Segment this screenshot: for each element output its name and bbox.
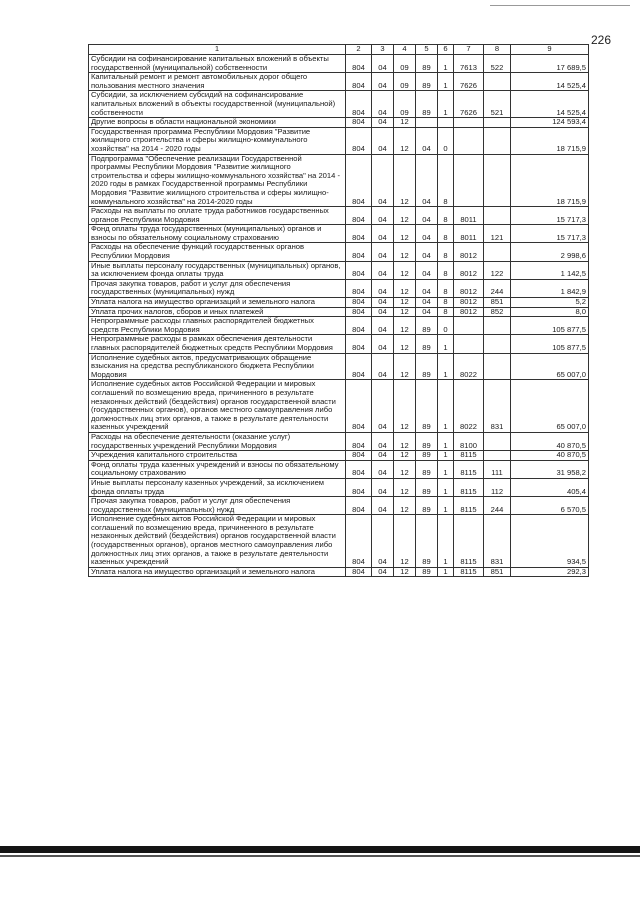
row-code-cell-5: 89	[416, 73, 438, 91]
table-row	[89, 127, 589, 154]
col-header-3: 3	[372, 45, 394, 55]
row-name-cell: Уплата налога на имущество организаций и земельного налога	[89, 298, 346, 308]
row-code-cell-2: 804	[346, 127, 372, 154]
row-code-cell-8	[484, 353, 511, 380]
table-row	[89, 335, 589, 353]
row-code-cell-6: 8	[438, 243, 454, 261]
row-code-cell-9: 14 525,4	[511, 73, 589, 91]
row-code-cell-4: 12	[394, 478, 416, 496]
row-code-cell-4: 09	[394, 55, 416, 73]
table-row	[89, 460, 589, 478]
col-header-6: 6	[438, 45, 454, 55]
row-name-cell: Непрограммные расходы в рамках обеспечения деятельности главных распорядителей бюджетных средств Республики Мордовия	[89, 335, 346, 353]
row-code-cell-6: 0	[438, 127, 454, 154]
row-name-cell: Исполнение судебных актов, предусматривающих обращение взыскания на средства республиканского бюджета Республики Мордовия	[89, 353, 346, 380]
row-code-cell-2: 804	[346, 279, 372, 297]
row-code-cell-6: 1	[438, 353, 454, 380]
row-code-cell-8: 122	[484, 261, 511, 279]
row-code-cell-3: 04	[372, 460, 394, 478]
row-code-cell-2: 804	[346, 307, 372, 317]
row-code-cell-2: 804	[346, 243, 372, 261]
row-code-cell-9: 31 958,2	[511, 460, 589, 478]
row-code-cell-6: 1	[438, 91, 454, 118]
row-code-cell-8: 244	[484, 497, 511, 515]
col-header-9: 9	[511, 45, 589, 55]
row-code-cell-2: 804	[346, 353, 372, 380]
row-name-cell: Расходы на обеспечение деятельности (оказание услуг) государственных учреждений Республики Мордовия	[89, 432, 346, 450]
table-row	[89, 225, 589, 243]
table-row	[89, 298, 589, 308]
row-code-cell-5: 04	[416, 261, 438, 279]
table-row	[89, 261, 589, 279]
row-code-cell-8	[484, 207, 511, 225]
table-row	[89, 380, 589, 433]
row-code-cell-3: 04	[372, 225, 394, 243]
row-code-cell-3: 04	[372, 207, 394, 225]
row-code-cell-2: 804	[346, 298, 372, 308]
col-header-1: 1	[89, 45, 346, 55]
row-code-cell-9: 6 570,5	[511, 497, 589, 515]
table-row	[89, 154, 589, 207]
row-code-cell-7: 8011	[454, 207, 484, 225]
row-code-cell-4: 12	[394, 243, 416, 261]
row-code-cell-8: 852	[484, 307, 511, 317]
row-code-cell-7: 8012	[454, 307, 484, 317]
row-code-cell-3: 04	[372, 317, 394, 335]
page-number: 226	[591, 33, 612, 47]
row-code-cell-6: 8	[438, 307, 454, 317]
row-code-cell-6: 1	[438, 460, 454, 478]
row-code-cell-5: 89	[416, 497, 438, 515]
table-row	[89, 279, 589, 297]
row-code-cell-9: 18 715,9	[511, 154, 589, 207]
row-code-cell-6: 1	[438, 335, 454, 353]
row-code-cell-7: 8022	[454, 380, 484, 433]
row-code-cell-2: 804	[346, 380, 372, 433]
row-code-cell-6: 8	[438, 279, 454, 297]
row-code-cell-9: 18 715,9	[511, 127, 589, 154]
row-code-cell-2: 804	[346, 497, 372, 515]
row-code-cell-5: 04	[416, 154, 438, 207]
row-code-cell-9: 105 877,5	[511, 335, 589, 353]
row-code-cell-7	[454, 154, 484, 207]
row-code-cell-4: 12	[394, 154, 416, 207]
row-code-cell-5: 89	[416, 460, 438, 478]
row-code-cell-7	[454, 118, 484, 128]
row-name-cell: Исполнение судебных актов Российской Федерации и мировых соглашений по возмещению вреда, причиненного в результате незаконных действий (бездействия) органов государственной власти (государственных органов), органов местного самоуправления либо должностных лиц этих органов, а также в результате деятельности казенных учреждений	[89, 380, 346, 433]
row-code-cell-3: 04	[372, 353, 394, 380]
row-code-cell-4: 12	[394, 225, 416, 243]
row-code-cell-5: 89	[416, 432, 438, 450]
scan-mark-top	[490, 5, 630, 6]
row-code-cell-7	[454, 317, 484, 335]
row-code-cell-5	[416, 118, 438, 128]
row-name-cell: Уплата прочих налогов, сборов и иных платежей	[89, 307, 346, 317]
row-code-cell-2: 804	[346, 451, 372, 461]
row-code-cell-9: 8,0	[511, 307, 589, 317]
row-name-cell: Иные выплаты персоналу казенных учреждений, за исключением фонда оплаты труда	[89, 478, 346, 496]
row-code-cell-7: 8115	[454, 497, 484, 515]
row-code-cell-4: 12	[394, 307, 416, 317]
row-code-cell-2: 804	[346, 73, 372, 91]
row-code-cell-4: 12	[394, 118, 416, 128]
row-code-cell-2: 804	[346, 225, 372, 243]
row-code-cell-4: 12	[394, 279, 416, 297]
row-name-cell: Уплата налога на имущество организаций и земельного налога	[89, 567, 346, 577]
row-code-cell-5: 04	[416, 298, 438, 308]
row-code-cell-6	[438, 118, 454, 128]
table-row	[89, 353, 589, 380]
row-code-cell-5: 89	[416, 55, 438, 73]
row-code-cell-6: 0	[438, 317, 454, 335]
row-code-cell-7: 7626	[454, 91, 484, 118]
row-code-cell-4: 12	[394, 207, 416, 225]
row-code-cell-2: 804	[346, 460, 372, 478]
row-code-cell-3: 04	[372, 451, 394, 461]
row-code-cell-8	[484, 432, 511, 450]
row-code-cell-5: 89	[416, 380, 438, 433]
row-name-cell: Капитальный ремонт и ремонт автомобильных дорог общего пользования местного значения	[89, 73, 346, 91]
row-code-cell-6: 1	[438, 567, 454, 577]
row-code-cell-2: 804	[346, 478, 372, 496]
row-code-cell-6: 1	[438, 380, 454, 433]
row-code-cell-6: 8	[438, 207, 454, 225]
row-code-cell-3: 04	[372, 432, 394, 450]
row-code-cell-3: 04	[372, 127, 394, 154]
row-code-cell-8	[484, 154, 511, 207]
row-code-cell-7: 8012	[454, 261, 484, 279]
row-code-cell-3: 04	[372, 91, 394, 118]
row-code-cell-9: 2 998,6	[511, 243, 589, 261]
row-name-cell: Подпрограмма "Обеспечение реализации Государственной программы Республики Мордовия "Развитие жилищного строительства и сферы жилищно-коммунального хозяйства" на 2014 - 2020 годы в рамках Государственной программы Республики Мордовия "Развитие жилищного строительства и сферы жилищно-коммунального хозяйства" на 2014-2020 годы	[89, 154, 346, 207]
row-code-cell-5: 89	[416, 91, 438, 118]
row-name-cell: Субсидии, за исключением субсидий на софинансирование капитальных вложений в объекты государственной (муниципальной) собственности	[89, 91, 346, 118]
row-code-cell-9: 15 717,3	[511, 207, 589, 225]
row-code-cell-8: 851	[484, 298, 511, 308]
row-code-cell-7: 8012	[454, 279, 484, 297]
table-row	[89, 478, 589, 496]
row-code-cell-3: 04	[372, 118, 394, 128]
row-name-cell: Расходы на выплаты по оплате труда работников государственных органов Республики Мордовия	[89, 207, 346, 225]
row-code-cell-5: 04	[416, 243, 438, 261]
row-code-cell-4: 12	[394, 567, 416, 577]
row-code-cell-3: 04	[372, 73, 394, 91]
row-code-cell-5: 04	[416, 307, 438, 317]
row-name-cell: Другие вопросы в области национальной экономики	[89, 118, 346, 128]
row-code-cell-8: 831	[484, 515, 511, 568]
scan-bottom-line	[0, 855, 640, 857]
row-code-cell-9: 40 870,5	[511, 451, 589, 461]
row-code-cell-9: 105 877,5	[511, 317, 589, 335]
row-code-cell-6: 1	[438, 451, 454, 461]
row-code-cell-9: 40 870,5	[511, 432, 589, 450]
row-name-cell: Прочая закупка товаров, работ и услуг для обеспечения государственных (муниципальных) нужд	[89, 279, 346, 297]
row-code-cell-2: 804	[346, 432, 372, 450]
row-code-cell-6: 1	[438, 515, 454, 568]
row-name-cell: Исполнение судебных актов Российской Федерации и мировых соглашений по возмещению вреда, причиненного в результате незаконных действий (бездействия) органов государственной власти (государственных органов), органов местного самоуправления либо должностных лиц этих органов, а также в результате деятельности казенных учреждений	[89, 515, 346, 568]
table-row	[89, 307, 589, 317]
row-code-cell-2: 804	[346, 515, 372, 568]
row-code-cell-7: 8012	[454, 243, 484, 261]
row-code-cell-7	[454, 335, 484, 353]
row-code-cell-7: 8115	[454, 478, 484, 496]
row-code-cell-9: 5,2	[511, 298, 589, 308]
row-code-cell-5: 04	[416, 225, 438, 243]
table-row	[89, 451, 589, 461]
row-code-cell-3: 04	[372, 261, 394, 279]
row-name-cell: Фонд оплаты труда государственных (муниципальных) органов и взносы по обязательному социальному страхованию	[89, 225, 346, 243]
row-code-cell-6: 8	[438, 298, 454, 308]
row-code-cell-9: 405,4	[511, 478, 589, 496]
budget-table	[88, 44, 589, 577]
row-code-cell-2: 804	[346, 91, 372, 118]
row-code-cell-8: 522	[484, 55, 511, 73]
row-name-cell: Учреждения капитального строительства	[89, 451, 346, 461]
row-code-cell-8: 112	[484, 478, 511, 496]
row-code-cell-5: 89	[416, 515, 438, 568]
row-code-cell-7: 8115	[454, 515, 484, 568]
row-name-cell: Иные выплаты персоналу государственных (муниципальных) органов, за исключением фонда оплаты труда	[89, 261, 346, 279]
row-code-cell-4: 09	[394, 73, 416, 91]
row-code-cell-2: 804	[346, 567, 372, 577]
header-row	[89, 45, 589, 55]
row-code-cell-9: 1 842,9	[511, 279, 589, 297]
row-code-cell-4: 12	[394, 451, 416, 461]
row-code-cell-2: 804	[346, 317, 372, 335]
row-code-cell-6: 1	[438, 432, 454, 450]
row-code-cell-6: 8	[438, 261, 454, 279]
col-header-5: 5	[416, 45, 438, 55]
row-code-cell-5: 04	[416, 279, 438, 297]
row-code-cell-6: 1	[438, 478, 454, 496]
row-code-cell-6: 1	[438, 55, 454, 73]
table-row	[89, 497, 589, 515]
row-code-cell-8	[484, 335, 511, 353]
row-code-cell-8: 521	[484, 91, 511, 118]
row-code-cell-8	[484, 451, 511, 461]
row-code-cell-8: 831	[484, 380, 511, 433]
row-code-cell-4: 12	[394, 261, 416, 279]
row-code-cell-9: 65 007,0	[511, 353, 589, 380]
row-code-cell-6: 1	[438, 497, 454, 515]
row-code-cell-8	[484, 243, 511, 261]
row-code-cell-4: 12	[394, 317, 416, 335]
table-row	[89, 567, 589, 577]
scan-bottom-bar	[0, 846, 640, 853]
row-code-cell-4: 12	[394, 335, 416, 353]
row-code-cell-6: 8	[438, 154, 454, 207]
row-code-cell-3: 04	[372, 298, 394, 308]
row-code-cell-9: 124 593,4	[511, 118, 589, 128]
row-code-cell-3: 04	[372, 567, 394, 577]
row-code-cell-4: 12	[394, 497, 416, 515]
row-code-cell-7: 8022	[454, 353, 484, 380]
row-code-cell-3: 04	[372, 154, 394, 207]
row-code-cell-3: 04	[372, 515, 394, 568]
row-code-cell-3: 04	[372, 307, 394, 317]
row-code-cell-4: 12	[394, 127, 416, 154]
row-code-cell-9: 65 007,0	[511, 380, 589, 433]
row-code-cell-8	[484, 118, 511, 128]
row-name-cell: Государственная программа Республики Мордовия "Развитие жилищного строительства и сферы жилищно-коммунального хозяйства" на 2014 - 2020 годы	[89, 127, 346, 154]
row-code-cell-8: 121	[484, 225, 511, 243]
row-code-cell-4: 09	[394, 91, 416, 118]
row-code-cell-5: 89	[416, 451, 438, 461]
table-row	[89, 118, 589, 128]
row-code-cell-9: 15 717,3	[511, 225, 589, 243]
row-code-cell-8	[484, 73, 511, 91]
row-code-cell-8: 244	[484, 279, 511, 297]
row-code-cell-7: 8115	[454, 460, 484, 478]
row-code-cell-2: 804	[346, 154, 372, 207]
table-row	[89, 207, 589, 225]
row-code-cell-2: 804	[346, 118, 372, 128]
table-row	[89, 515, 589, 568]
row-name-cell: Расходы на обеспечение функций государственных органов Республики Мордовия	[89, 243, 346, 261]
col-header-4: 4	[394, 45, 416, 55]
row-code-cell-4: 12	[394, 432, 416, 450]
row-code-cell-4: 12	[394, 515, 416, 568]
col-header-8: 8	[484, 45, 511, 55]
row-code-cell-7: 8012	[454, 298, 484, 308]
row-code-cell-2: 804	[346, 55, 372, 73]
row-code-cell-8: 111	[484, 460, 511, 478]
col-header-7: 7	[454, 45, 484, 55]
row-code-cell-2: 804	[346, 207, 372, 225]
row-code-cell-7: 8100	[454, 432, 484, 450]
row-code-cell-2: 804	[346, 335, 372, 353]
table-row	[89, 55, 589, 73]
row-code-cell-3: 04	[372, 243, 394, 261]
row-code-cell-5: 04	[416, 127, 438, 154]
table-row	[89, 432, 589, 450]
row-code-cell-4: 12	[394, 298, 416, 308]
row-code-cell-9: 292,3	[511, 567, 589, 577]
row-code-cell-9: 17 689,5	[511, 55, 589, 73]
row-code-cell-7	[454, 127, 484, 154]
row-name-cell: Фонд оплаты труда казенных учреждений и взносы по обязательному социальному страхованию	[89, 460, 346, 478]
row-code-cell-3: 04	[372, 478, 394, 496]
row-name-cell: Непрограммные расходы главных распорядителей бюджетных средств Республики Мордовия	[89, 317, 346, 335]
row-code-cell-5: 89	[416, 317, 438, 335]
row-code-cell-7: 8115	[454, 451, 484, 461]
row-code-cell-5: 04	[416, 207, 438, 225]
table-row	[89, 243, 589, 261]
row-code-cell-2: 804	[346, 261, 372, 279]
table-row	[89, 317, 589, 335]
row-code-cell-5: 89	[416, 567, 438, 577]
row-code-cell-8	[484, 127, 511, 154]
row-code-cell-5: 89	[416, 478, 438, 496]
row-code-cell-6: 8	[438, 225, 454, 243]
row-code-cell-4: 12	[394, 380, 416, 433]
row-code-cell-3: 04	[372, 335, 394, 353]
row-code-cell-5: 89	[416, 353, 438, 380]
row-code-cell-9: 14 525,4	[511, 91, 589, 118]
row-code-cell-7: 7626	[454, 73, 484, 91]
row-code-cell-4: 12	[394, 353, 416, 380]
row-code-cell-4: 12	[394, 460, 416, 478]
row-name-cell: Субсидии на софинансирование капитальных вложений в объекты государственной (муниципальной) собственности	[89, 55, 346, 73]
col-header-2: 2	[346, 45, 372, 55]
row-code-cell-8: 851	[484, 567, 511, 577]
row-code-cell-3: 04	[372, 55, 394, 73]
table-row	[89, 73, 589, 91]
row-code-cell-9: 1 142,5	[511, 261, 589, 279]
row-name-cell: Прочая закупка товаров, работ и услуг для обеспечения государственных (муниципальных) нужд	[89, 497, 346, 515]
row-code-cell-7: 8115	[454, 567, 484, 577]
row-code-cell-9: 934,5	[511, 515, 589, 568]
row-code-cell-3: 04	[372, 279, 394, 297]
row-code-cell-7: 7613	[454, 55, 484, 73]
row-code-cell-5: 89	[416, 335, 438, 353]
row-code-cell-3: 04	[372, 497, 394, 515]
table-row	[89, 91, 589, 118]
row-code-cell-7: 8011	[454, 225, 484, 243]
row-code-cell-6: 1	[438, 73, 454, 91]
row-code-cell-3: 04	[372, 380, 394, 433]
row-code-cell-8	[484, 317, 511, 335]
